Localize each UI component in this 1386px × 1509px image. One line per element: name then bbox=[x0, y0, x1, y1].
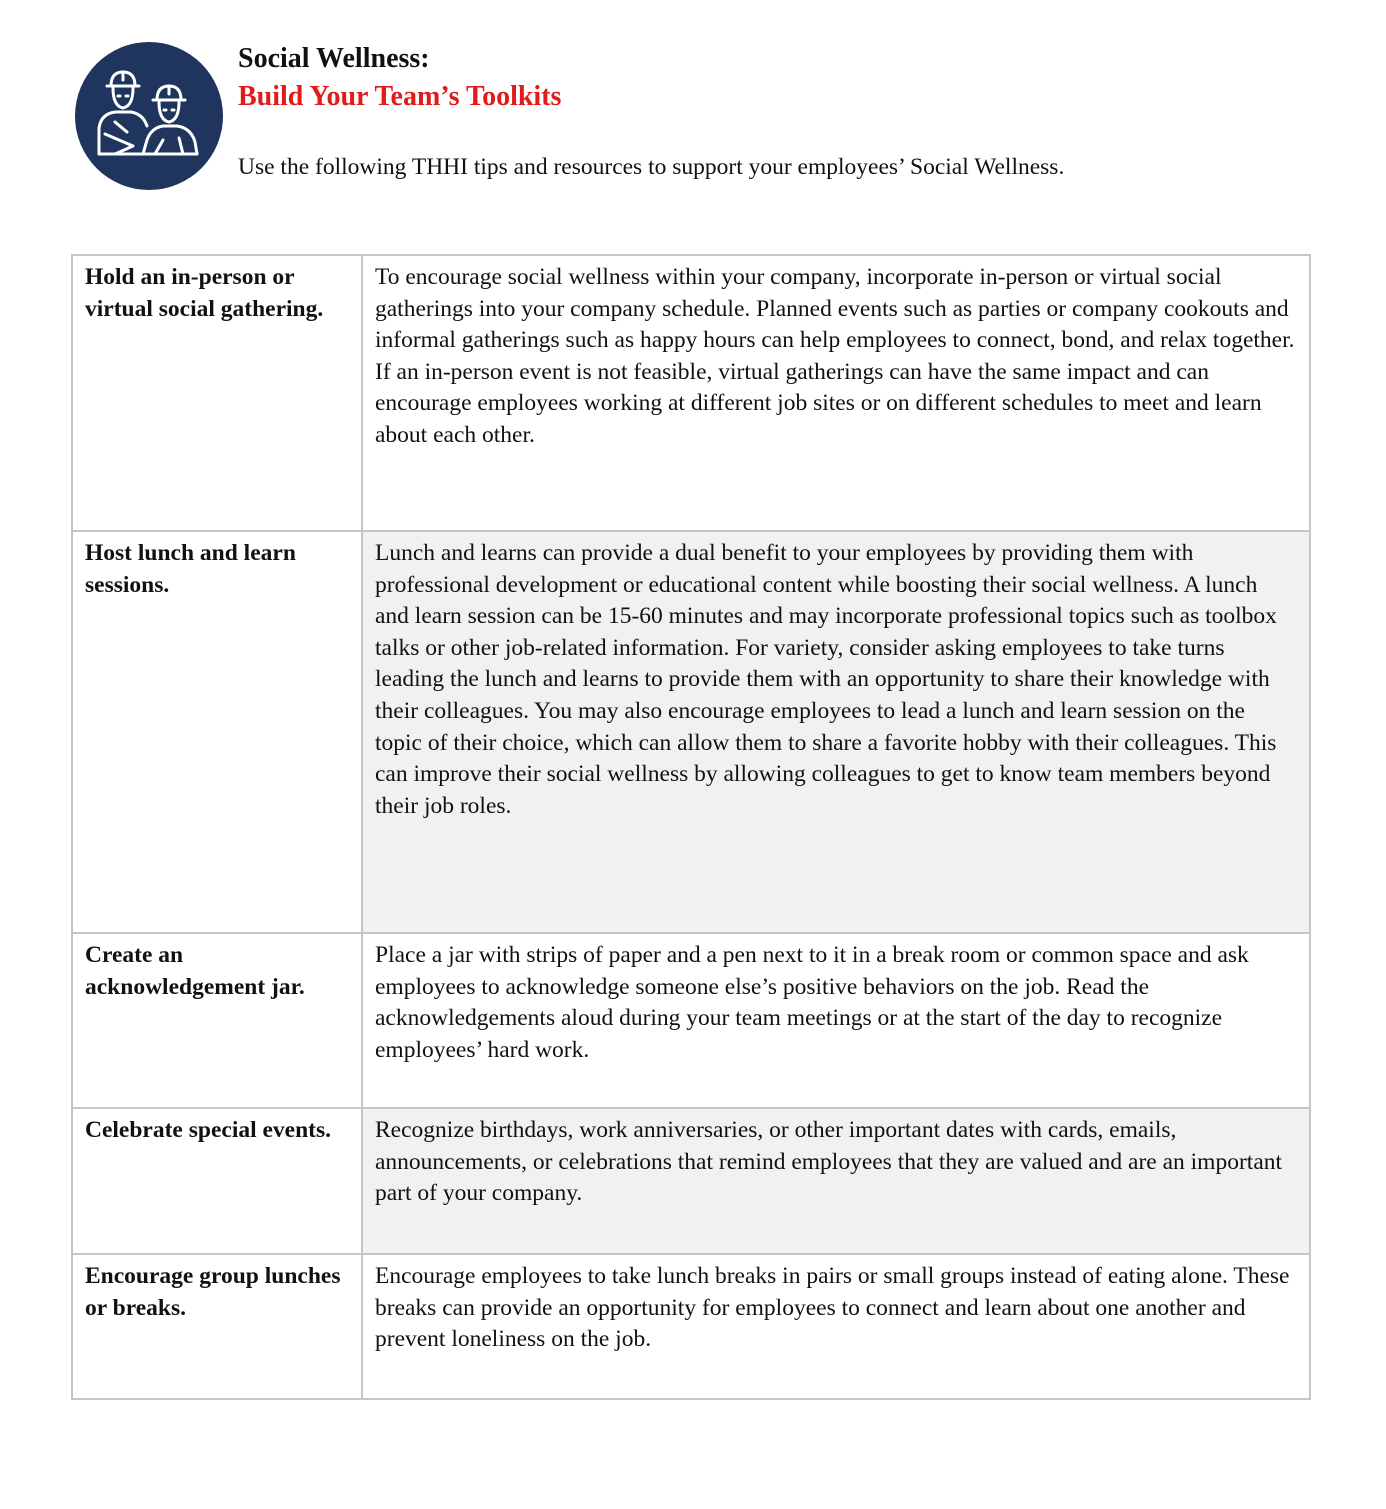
tip-description: Encourage employees to take lunch breaks in pairs or small groups instead of eating alone. These breaks can provide an opportunity for employees to connect and learn about one another and prevent loneliness on the job. bbox=[362, 1254, 1310, 1399]
table-row bbox=[72, 255, 1310, 531]
tip-title: Encourage group lunches or breaks. bbox=[72, 1254, 362, 1399]
tip-title: Hold an in-person or virtual social gathering. bbox=[72, 255, 362, 531]
page-subtitle: Build Your Team’s Toolkits bbox=[238, 81, 562, 112]
tip-description: Lunch and learns can provide a dual benefit to your employees by providing them with professional development or educational content while boosting their social wellness. A lunch and learn session can be 15-60 minutes and may incorporate professional topics such as toolbox talks or other job-related information. For variety, consider asking employees to take turns leading the lunch and learns to provide them with an opportunity to share their knowledge with their colleagues. You may also encourage employees to lead a lunch and learn session on the topic of their choice, which can allow them to share a favorite hobby with their colleagues. This can improve their social wellness by allowing colleagues to get to know team members beyond their job roles. bbox=[362, 531, 1310, 933]
construction-workers-icon bbox=[75, 42, 223, 190]
table-row bbox=[72, 933, 1310, 1108]
tip-title: Celebrate special events. bbox=[72, 1108, 362, 1254]
table-row bbox=[72, 1254, 1310, 1399]
tip-description: Place a jar with strips of paper and a pen next to it in a break room or common space and ask employees to acknowledge someone else’s positive behaviors on the job. Read the acknowledgements aloud during your team meetings or at the start of the day to recognize employees’ hard work. bbox=[362, 933, 1310, 1108]
tip-description: To encourage social wellness within your company, incorporate in-person or virtual social gatherings into your company schedule. Planned events such as parties or company cookouts and informal gatherings such as happy hours can help employees to connect, bond, and relax together. If an in-person event is not feasible, virtual gatherings can have the same impact and can encourage employees working at different job sites or on different schedules to meet and learn about each other. bbox=[362, 255, 1310, 531]
intro-text: Use the following THHI tips and resources to support your employees’ Social Wellness. bbox=[238, 154, 1065, 180]
tip-description: Recognize birthdays, work anniversaries, or other important dates with cards, emails, announcements, or celebrations that remind employees that they are valued and are an important part of your company. bbox=[362, 1108, 1310, 1254]
tip-title: Create an acknowledgement jar. bbox=[72, 933, 362, 1108]
tips-table bbox=[71, 254, 1311, 1400]
table-row bbox=[72, 1108, 1310, 1254]
logo-badge bbox=[75, 42, 223, 190]
tip-title: Host lunch and learn sessions. bbox=[72, 531, 362, 933]
table-row bbox=[72, 531, 1310, 933]
page-title: Social Wellness: bbox=[238, 43, 430, 74]
